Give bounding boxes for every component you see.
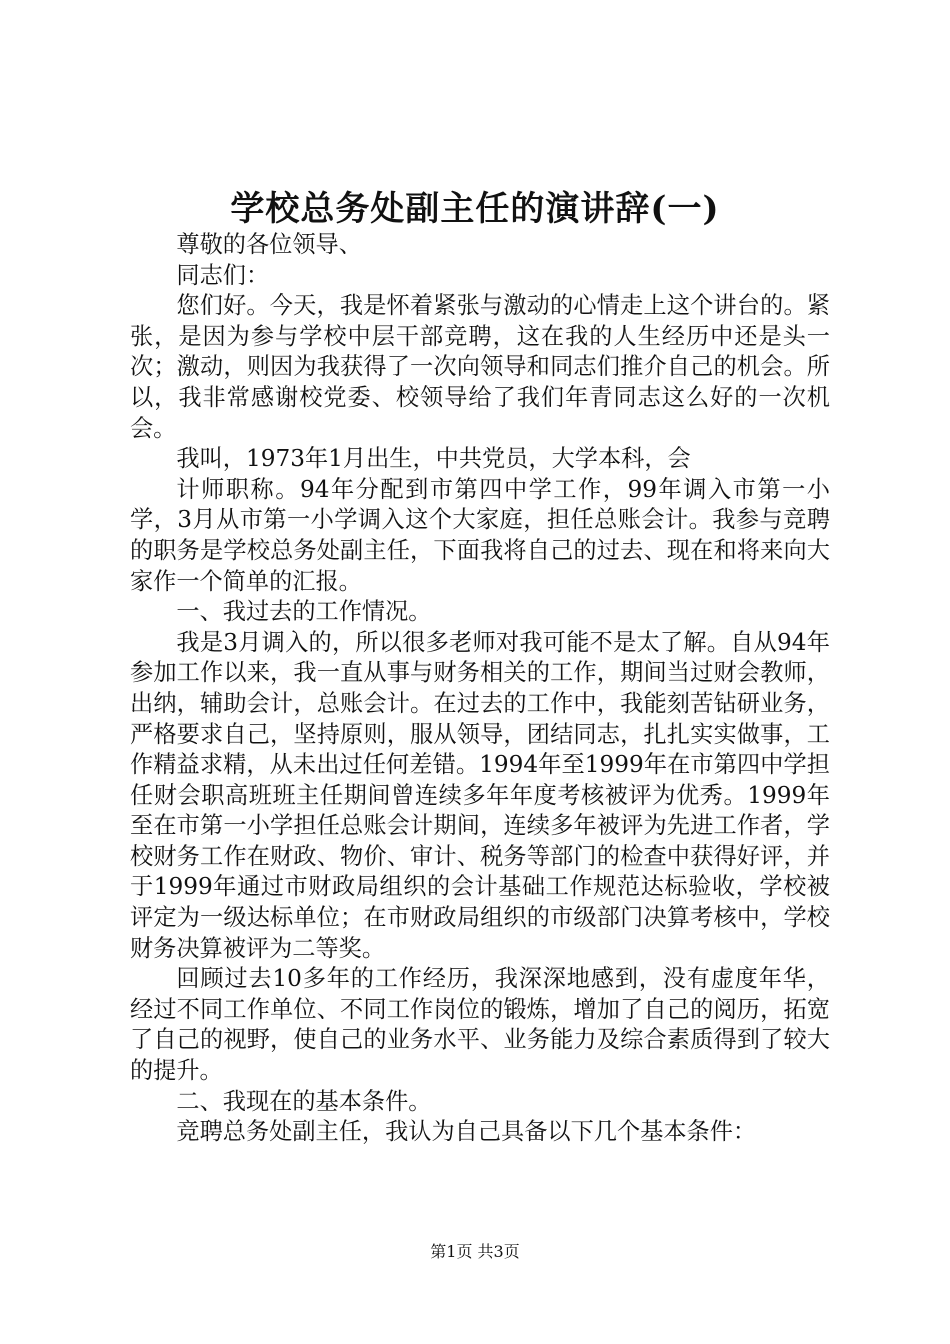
paragraph-past-work: 我是3月调入的，所以很多老师对我可能不是太了解。自从94年参加工作以来，我一直从事与财务相关的工作，期间当过财会教师，出纳，辅助会计，总账会计。在过去的工作中，我能刻苦钻研业务，严格要求自己，坚持原则，服从领导，团结同志，扎扎实实做事，工作精益求精，从未出过任何差错。1994年至1999年在市第四中学担任财会职高班班主任期间曾连续多年年度考核被评为优秀。1999年至在市第一小学担任总账会计期间，连续多年被评为先进工作者，学校财务工作在财政、物价、审计、税务等部门的检查中获得好评，并于1999年通过市财政局组织的会计基础工作规范达标验收，学校被评定为一级达标单位；在市财政局组织的市级部门决算考核中，学校财务决算被评为二等奖。 — [130, 628, 830, 962]
paragraph-greeting: 您们好。今天，我是怀着紧张与激动的心情走上这个讲台的。紧张，是因为参与学校中层干部竞聘，这在我的人生经历中还是头一次；激动，则因为我获得了一次向领导和同志们推介自己的机会。所以，我非常感谢校党委、校领导给了我们年青同志这么好的一次机会。 — [130, 292, 830, 442]
paragraph-career: 计师职称。94年分配到市第四中学工作，99年调入市第一小学，3月从市第一小学调入这个大家庭，担任总账会计。我参与竞聘的职务是学校总务处副主任，下面我将自己的过去、现在和将来向大家作一个简单的汇报。 — [130, 475, 830, 595]
section-heading-current-conditions: 二、我现在的基本条件。 — [176, 1087, 432, 1115]
paragraph-self-intro: 我叫，1973年1月出生，中共党员，大学本科，会 — [176, 445, 691, 473]
paragraph-review: 回顾过去10多年的工作经历，我深深地感到，没有虚度年华，经过不同工作单位、不同工作岗位的锻炼，增加了自己的阅历，拓宽了自己的视野，使自己的业务水平、业务能力及综合素质得到了较大的提升。 — [130, 965, 830, 1085]
paragraph-salutation-1: 尊敬的各位领导、 — [176, 231, 362, 258]
paragraph-salutation-2: 同志们： — [176, 261, 270, 289]
paragraph-conditions-intro: 竞聘总务处副主任，我认为自己具备以下几个基本条件： — [176, 1118, 757, 1146]
section-heading-past-work: 一、我过去的工作情况。 — [176, 598, 432, 626]
document-title: 学校总务处副主任的演讲辞(一) — [230, 189, 720, 229]
page-footer: 第1页 共3页 — [430, 1242, 520, 1261]
document-body — [130, 230, 830, 1148]
